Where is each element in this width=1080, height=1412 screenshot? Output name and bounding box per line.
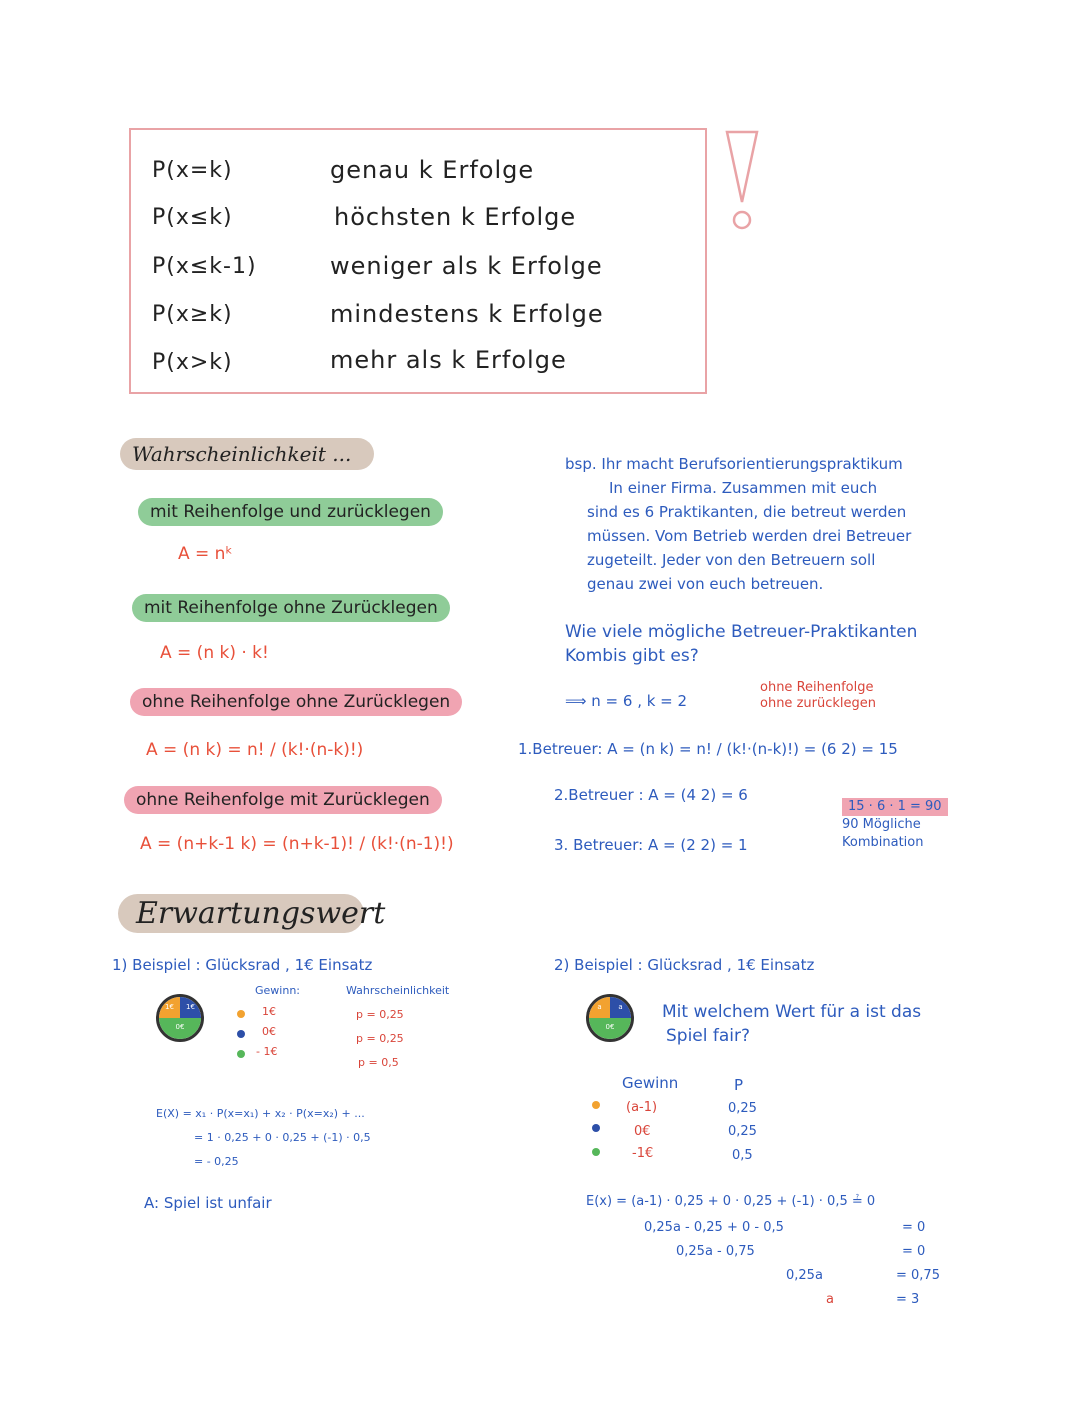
dot-blue [592, 1124, 600, 1132]
ex1-gain: 1€ [262, 1005, 276, 1018]
result-line: Kombination [842, 835, 924, 850]
betreuer-1: 1.Betreuer: A = (n k) = n! / (k!·(n-k)!) = (6 2) = 15 [518, 740, 898, 758]
def-symbol: P(x>k) [152, 350, 233, 375]
ex1-prob: p = 0,5 [358, 1056, 399, 1069]
wheel-icon [156, 994, 204, 1042]
question-line: Kombis gibt es? [565, 646, 699, 666]
exclamation-icon [722, 128, 762, 238]
ex2-col-prob: P [734, 1076, 744, 1094]
case-label: mit Reihenfolge und zurücklegen [138, 498, 443, 526]
ex2-gain: (a-1) [626, 1100, 658, 1115]
def-symbol: P(x≤k) [152, 205, 233, 230]
note-line: ohne Reihenfolge [760, 680, 874, 695]
ex2-calc-line: 0,25a - 0,25 + 0 - 0,5 [644, 1220, 784, 1235]
example-result [842, 798, 948, 852]
ex2-rhs: = 0 [902, 1244, 926, 1259]
ex2-rhs: = 0 [902, 1220, 926, 1235]
ex2-calc-line: E(x) = (a-1) · 0,25 + 0 · 0,25 + (-1) · 0,5 ≟ 0 [586, 1194, 876, 1209]
ex1-answer: A: Spiel ist unfair [144, 1194, 272, 1212]
ex1-prob: p = 0,25 [356, 1032, 404, 1045]
question-line: Wie viele mögliche Betreuer-Praktikanten [565, 622, 918, 642]
def-text: mindestens k Erfolge [330, 300, 604, 328]
ex2-question [662, 1000, 921, 1048]
case-formula: A = (n k) = n! / (k!·(n-k)!) [146, 740, 364, 760]
def-symbol: P(x≥k) [152, 302, 233, 327]
ex2-title: 2) Beispiel : Glücksrad , 1€ Einsatz [554, 956, 815, 974]
result-line: 15 · 6 · 1 = 90 [842, 798, 948, 816]
calc-line: E(X) = x₁ · P(x=x₁) + x₂ · P(x=x₂) + ... [156, 1107, 365, 1120]
wheel-segment: a [589, 997, 610, 1018]
wheel-segment: 0€ [159, 1018, 201, 1039]
example-note [760, 680, 876, 712]
def-text: weniger als k Erfolge [330, 252, 603, 280]
dot-green [592, 1148, 600, 1156]
case-label: ohne Reihenfolge ohne Zurücklegen [130, 688, 462, 716]
wheel-segment: 1€ [180, 997, 201, 1018]
def-text: höchsten k Erfolge [334, 203, 577, 231]
result-line: 90 Mögliche [842, 817, 921, 832]
ex1-prob: p = 0,25 [356, 1008, 404, 1021]
dot-orange [592, 1101, 600, 1109]
expected-value-heading: Erwartungswert [118, 894, 364, 933]
case-formula: A = (n k) · k! [160, 643, 269, 663]
ex2-rhs: = 3 [896, 1292, 920, 1307]
ex2-calc-line: 0,25a [786, 1268, 823, 1283]
question-line: Mit welchem Wert für a ist das [662, 1002, 922, 1022]
case-label: mit Reihenfolge ohne Zurücklegen [132, 594, 450, 622]
def-text: mehr als k Erfolge [330, 346, 567, 374]
example-question [565, 620, 917, 668]
note-line: ohne zurücklegen [760, 696, 876, 711]
ex2-gain: 0€ [634, 1124, 651, 1139]
ex1-col-gain: Gewinn: [255, 984, 300, 997]
def-symbol: P(x=k) [152, 158, 233, 183]
example-line: sind es 6 Praktikanten, die betreut werden [587, 503, 907, 521]
example-line: bsp. Ihr macht Berufsorientierungspraktikum [565, 455, 903, 473]
example-given: ⟹ n = 6 , k = 2 [565, 692, 688, 710]
ex2-prob: 0,25 [728, 1101, 757, 1116]
def-text: genau k Erfolge [330, 156, 535, 184]
ex2-col-gain: Gewinn [622, 1074, 679, 1092]
example-text [565, 452, 911, 596]
ex2-prob: 0,5 [732, 1148, 753, 1163]
wheel-segment: 0€ [589, 1018, 631, 1039]
question-line: Spiel fair? [666, 1026, 751, 1046]
dot-orange [237, 1010, 245, 1018]
example-line: zugeteilt. Jeder von den Betreuern soll [587, 551, 876, 569]
ex1-gain: - 1€ [256, 1045, 278, 1058]
wheel-icon [586, 994, 634, 1042]
ex2-calc-line: 0,25a - 0,75 [676, 1244, 755, 1259]
dot-blue [237, 1030, 245, 1038]
ex1-gain: 0€ [262, 1025, 276, 1038]
case-label: ohne Reihenfolge mit Zurücklegen [124, 786, 442, 814]
betreuer-3: 3. Betreuer: A = (2 2) = 1 [554, 836, 748, 854]
ex1-col-prob: Wahrscheinlichkeit [346, 984, 450, 997]
case-formula: A = (n+k-1 k) = (n+k-1)! / (k!·(n-1)!) [140, 834, 454, 854]
ex2-gain: -1€ [632, 1146, 654, 1161]
betreuer-2: 2.Betreuer : A = (4 2) = 6 [554, 786, 748, 804]
wheel-segment: 1€ [159, 997, 180, 1018]
wheel-segment: a [610, 997, 631, 1018]
dot-green [237, 1050, 245, 1058]
ex1-title: 1) Beispiel : Glücksrad , 1€ Einsatz [112, 956, 373, 974]
example-line: In einer Firma. Zusammen mit euch [609, 479, 878, 497]
calc-line: = 1 · 0,25 + 0 · 0,25 + (-1) · 0,5 [194, 1131, 371, 1144]
ex2-prob: 0,25 [728, 1124, 757, 1139]
ex1-calculation [156, 1102, 371, 1174]
example-line: genau zwei von euch betreuen. [587, 575, 824, 593]
def-symbol: P(x≤k-1) [152, 254, 257, 279]
calc-line: = - 0,25 [194, 1155, 239, 1168]
example-line: müssen. Vom Betrieb werden drei Betreuer [587, 527, 912, 545]
case-formula: A = nᵏ [178, 544, 233, 564]
ex2-calc-line: a [826, 1292, 834, 1307]
probability-heading: Wahrscheinlichkeit ... [120, 438, 374, 470]
ex2-rhs: = 0,75 [896, 1268, 940, 1283]
